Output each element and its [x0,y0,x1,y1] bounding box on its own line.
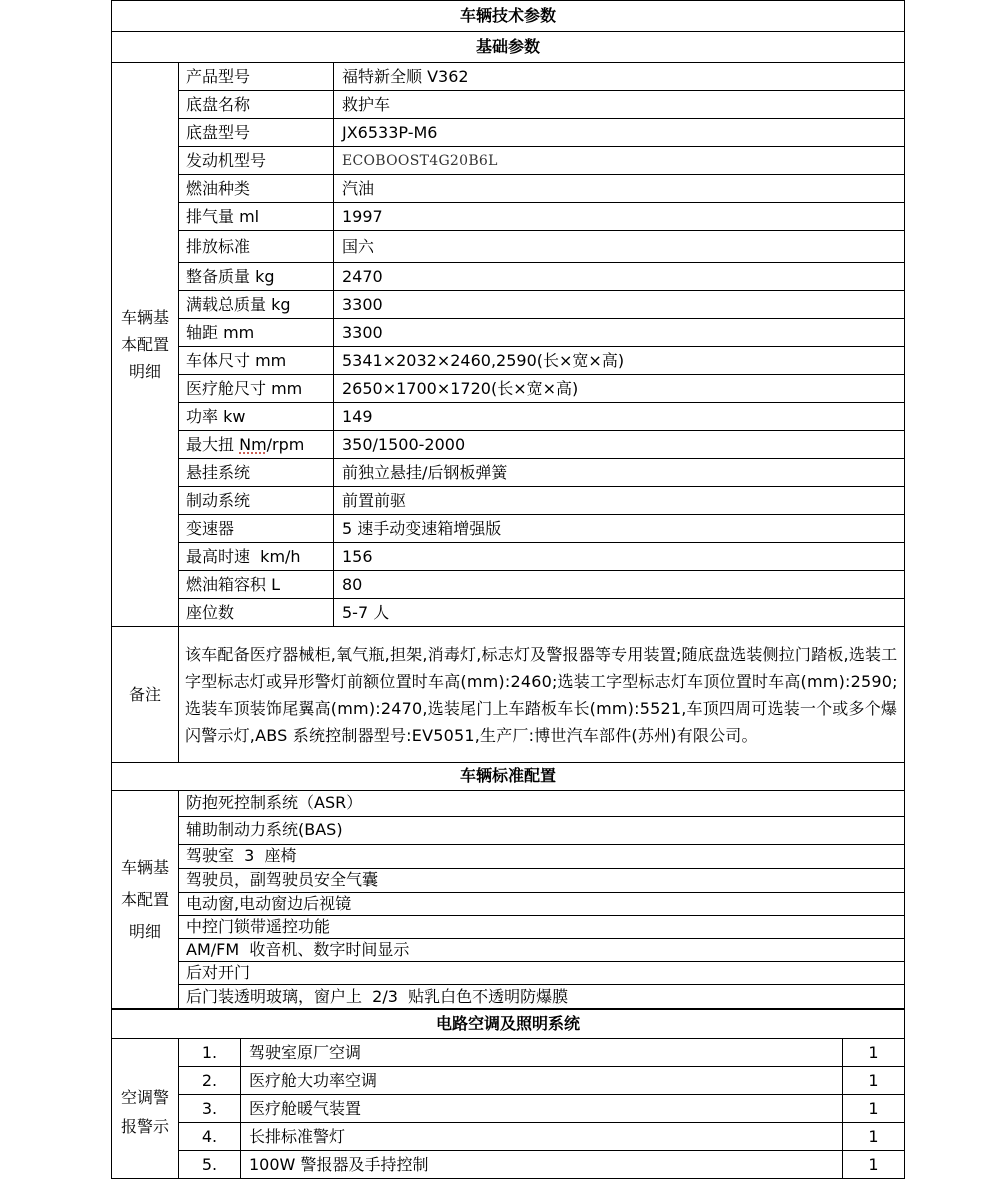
list-item [112,816,905,844]
param-key: 车体尺寸 mm [179,347,334,375]
param-key: 座位数 [179,599,334,627]
standard-item: 驾驶员，副驾驶员安全气囊 [179,868,905,892]
item-quantity: 1 [843,1123,905,1151]
param-key: 变速器 [179,515,334,543]
param-key: 制动系统 [179,487,334,515]
remarks-label: 备注 [112,627,179,763]
param-value: 汽油 [334,175,905,203]
table-row [112,1095,905,1123]
item-name: 驾驶室原厂空调 [241,1039,843,1067]
basic-params-table [111,0,905,763]
table-row [112,119,905,147]
item-name: 100W 警报器及手持控制 [241,1151,843,1179]
standard-item: 中控门锁带遥控功能 [179,915,905,938]
list-item [112,961,905,984]
param-value: 救护车 [334,91,905,119]
table-row [112,203,905,231]
list-item [112,984,905,1009]
param-key: 整备质量 kg [179,263,334,291]
item-name: 长排标准警灯 [241,1123,843,1151]
param-value: 350/1500-2000 [334,431,905,459]
table-row [112,263,905,291]
param-value: 5-7 人 [334,599,905,627]
electrical-category-label: 空调警报警示 [112,1039,179,1179]
list-item [112,844,905,868]
param-key: 产品型号 [179,63,334,91]
param-key: 医疗舱尺寸 mm [179,375,334,403]
standard-item: 驾驶室 3 座椅 [179,844,905,868]
electrical-header: 电路空调及照明系统 [112,1009,905,1039]
param-key: 轴距 mm [179,319,334,347]
list-item [112,868,905,892]
param-value: 2470 [334,263,905,291]
standard-category-label: 车辆基本配置明细 [112,790,179,1009]
param-value: 国六 [334,231,905,263]
param-value: 前独立悬挂/后钢板弹簧 [334,459,905,487]
spec-document [111,0,904,1179]
param-key: 排气量 ml [179,203,334,231]
standard-item: 后对开门 [179,961,905,984]
standard-config-table [111,762,905,1010]
table-row [112,1039,905,1067]
param-key [179,431,334,459]
list-item [112,915,905,938]
remarks-text: 该车配备医疗器械柜,氧气瓶,担架,消毒灯,标志灯及警报器等专用装置;随底盘选装侧拉门踏板,选装工字型标志灯或异形警灯前额位置时车高(mm):2460;选装工字型标志灯车顶位置时车高(mm):2590;选装车顶装饰尾翼高(mm):2470,选装尾门上车踏板车长(mm):5521,车顶四周可选装一个或多个爆闪警示灯,ABS 系统控制器型号:EV5051,生产厂:博世汽车部件(苏州)有限公司。 [179,627,905,763]
param-key: 底盘型号 [179,119,334,147]
table-row [112,147,905,175]
table-row [112,515,905,543]
basic-params-header: 基础参数 [112,32,905,63]
param-key: 满载总质量 kg [179,291,334,319]
param-value: 149 [334,403,905,431]
table-row [112,487,905,515]
param-value: 3300 [334,319,905,347]
param-value: 5 速手动变速箱增强版 [334,515,905,543]
item-number: 5. [179,1151,241,1179]
table-row [112,375,905,403]
standard-config-header: 车辆标准配置 [112,762,905,790]
item-number: 3. [179,1095,241,1123]
table-row [112,347,905,375]
param-value: JX6533P-M6 [334,119,905,147]
document-title: 车辆技术参数 [112,1,905,32]
param-key-suffix: /rpm [266,434,305,454]
item-number: 1. [179,1039,241,1067]
param-key-prefix: 最大扭 [186,434,240,454]
param-value: 156 [334,543,905,571]
table-row [112,543,905,571]
table-row [112,1151,905,1179]
param-key: 燃油箱容积 L [179,571,334,599]
table-row [112,403,905,431]
standard-item: 防抱死控制系统（ASR） [179,790,905,816]
item-quantity: 1 [843,1067,905,1095]
table-row [112,319,905,347]
param-key: 燃油种类 [179,175,334,203]
param-key-unit-spellcheck: Nm [239,434,267,454]
param-key: 发动机型号 [179,147,334,175]
table-row [112,175,905,203]
table-row [112,231,905,263]
item-number: 4. [179,1123,241,1151]
param-value: 80 [334,571,905,599]
param-key: 功率 kw [179,403,334,431]
item-name: 医疗舱大功率空调 [241,1067,843,1095]
electrical-header-row [112,1009,905,1039]
list-item [112,892,905,915]
param-value: 5341×2032×2460,2590(长×宽×高) [334,347,905,375]
standard-header-row [112,762,905,790]
standard-item: 后门装透明玻璃，窗户上 2/3 贴乳白色不透明防爆膜 [179,984,905,1009]
table-row [112,1123,905,1151]
table-row [112,63,905,91]
table-row [112,459,905,487]
item-quantity: 1 [843,1151,905,1179]
param-key: 排放标准 [179,231,334,263]
item-quantity: 1 [843,1039,905,1067]
param-key: 底盘名称 [179,91,334,119]
param-value: 2650×1700×1720(长×宽×高) [334,375,905,403]
table-row [112,291,905,319]
standard-item: AM/FM 收音机、数字时间显示 [179,938,905,961]
item-name: 医疗舱暖气装置 [241,1095,843,1123]
param-key: 最高时速 km/h [179,543,334,571]
basic-category-label: 车辆基本配置明细 [112,63,179,627]
param-value: 1997 [334,203,905,231]
param-value: 前置前驱 [334,487,905,515]
standard-item: 电动窗,电动窗边后视镜 [179,892,905,915]
table-row [112,431,905,459]
param-value: ECOBOOST4G20B6L [334,147,905,175]
title-row [112,1,905,32]
item-number: 2. [179,1067,241,1095]
table-row [112,91,905,119]
param-value: 3300 [334,291,905,319]
basic-header-row [112,32,905,63]
item-quantity: 1 [843,1095,905,1123]
remarks-row [112,627,905,763]
list-item [112,790,905,816]
electrical-table [111,1008,905,1179]
standard-item: 辅助制动力系统(BAS) [179,816,905,844]
list-item [112,938,905,961]
table-row [112,599,905,627]
table-row [112,571,905,599]
table-row [112,1067,905,1095]
param-value: 福特新全顺 V362 [334,63,905,91]
param-key: 悬挂系统 [179,459,334,487]
